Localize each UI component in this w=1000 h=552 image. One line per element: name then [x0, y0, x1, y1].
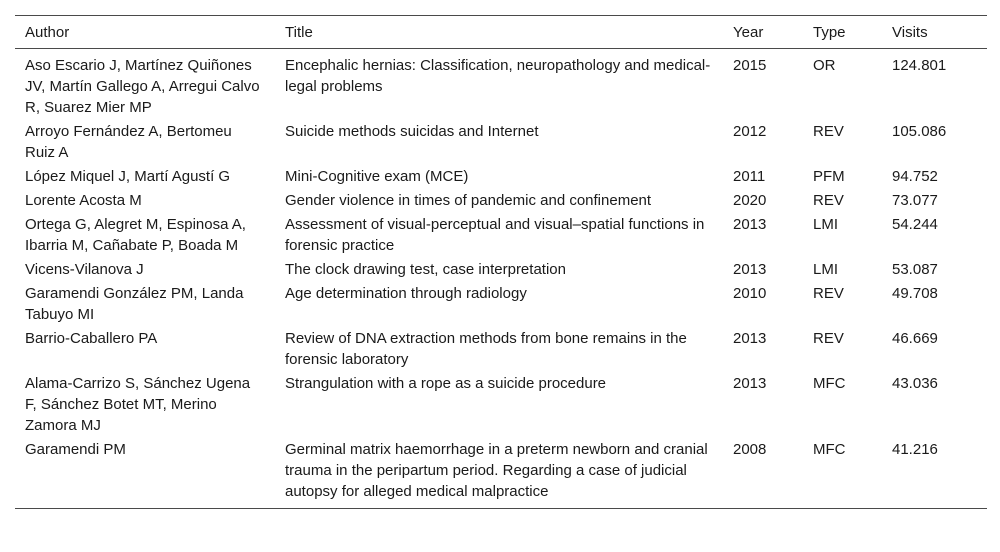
table-row — [15, 281, 987, 326]
visits-cell: 94.752 — [892, 168, 938, 185]
type-cell: LMI — [813, 216, 839, 233]
year-cell: 2010 — [733, 285, 767, 302]
column-header-year: Year — [733, 24, 764, 41]
title-cell: Germinal matrix haemorrhage in a preterm newborn and cranial trauma in the peripartum period. Regarding a case of judicial autopsy for alleged medical malpractice — [285, 441, 708, 500]
title-cell: Suicide methods suicidas and Internet — [285, 123, 539, 140]
author-cell: Garamendi PM — [25, 441, 126, 458]
visits-cell: 46.669 — [892, 330, 938, 347]
table-row — [15, 326, 987, 371]
column-header-type: Type — [813, 24, 846, 41]
title-cell: Age determination through radiology — [285, 285, 527, 302]
year-cell: 2012 — [733, 123, 767, 140]
title-cell: The clock drawing test, case interpretation — [285, 261, 566, 278]
table-row — [15, 49, 987, 120]
year-cell: 2020 — [733, 192, 767, 209]
column-header-author: Author — [25, 24, 70, 41]
table-row — [15, 437, 987, 509]
column-header-visits: Visits — [892, 24, 928, 41]
year-cell: 2013 — [733, 375, 767, 392]
table-row — [15, 371, 987, 437]
visits-cell: 43.036 — [892, 375, 938, 392]
author-cell: Barrio-Caballero PA — [25, 330, 158, 347]
year-cell: 2008 — [733, 441, 767, 458]
author-cell: Aso Escario J, Martínez Quiñones JV, Martín Gallego A, Arregui Calvo R, Suarez Mier MP — [25, 57, 260, 116]
table-row — [15, 257, 987, 281]
type-cell: REV — [813, 285, 844, 302]
visits-cell: 53.087 — [892, 261, 938, 278]
column-header-title: Title — [285, 24, 313, 41]
header-row — [15, 16, 987, 49]
year-cell: 2013 — [733, 216, 767, 233]
table-row — [15, 188, 987, 212]
author-cell: Ortega G, Alegret M, Espinosa A, Ibarria M, Cañabate P, Boada M — [25, 216, 246, 254]
visits-cell: 73.077 — [892, 192, 938, 209]
type-cell: OR — [813, 57, 836, 74]
title-cell: Encephalic hernias: Classification, neuropathology and medical-legal problems — [285, 57, 711, 95]
title-cell: Review of DNA extraction methods from bone remains in the forensic laboratory — [285, 330, 687, 368]
author-cell: Lorente Acosta M — [25, 192, 142, 209]
visits-cell: 124.801 — [892, 57, 947, 74]
type-cell: REV — [813, 330, 844, 347]
type-cell: LMI — [813, 261, 839, 278]
visits-cell: 41.216 — [892, 441, 938, 458]
table-row — [15, 164, 987, 188]
type-cell: MFC — [813, 441, 846, 458]
title-cell: Strangulation with a rope as a suicide procedure — [285, 375, 607, 392]
year-cell: 2013 — [733, 261, 767, 278]
author-cell: Arroyo Fernández A, Bertomeu Ruiz A — [25, 123, 232, 161]
type-cell: REV — [813, 123, 844, 140]
author-cell: Garamendi González PM, Landa Tabuyo MI — [25, 285, 244, 323]
table-row — [15, 212, 987, 257]
type-cell: MFC — [813, 375, 846, 392]
table-body — [15, 49, 987, 509]
year-cell: 2015 — [733, 57, 767, 74]
author-cell: Alama-Carrizo S, Sánchez Ugena F, Sánchez Botet MT, Merino Zamora MJ — [25, 375, 251, 434]
visits-cell: 54.244 — [892, 216, 938, 233]
title-cell: Gender violence in times of pandemic and confinement — [285, 192, 652, 209]
title-cell: Assessment of visual-perceptual and visual–spatial functions in forensic practice — [285, 216, 705, 254]
title-cell: Mini-Cognitive exam (MCE) — [285, 168, 469, 185]
type-cell: PFM — [813, 168, 845, 185]
year-cell: 2013 — [733, 330, 767, 347]
author-cell: Vicens-Vilanova J — [25, 261, 144, 278]
visits-cell: 49.708 — [892, 285, 938, 302]
table-row — [15, 119, 987, 164]
visits-cell: 105.086 — [892, 123, 947, 140]
year-cell: 2011 — [733, 168, 766, 185]
type-cell: REV — [813, 192, 844, 209]
author-cell: López Miquel J, Martí Agustí G — [25, 168, 231, 185]
most-visited-articles-table — [15, 15, 987, 509]
articles-table-container — [15, 15, 987, 509]
table-header — [15, 16, 987, 49]
